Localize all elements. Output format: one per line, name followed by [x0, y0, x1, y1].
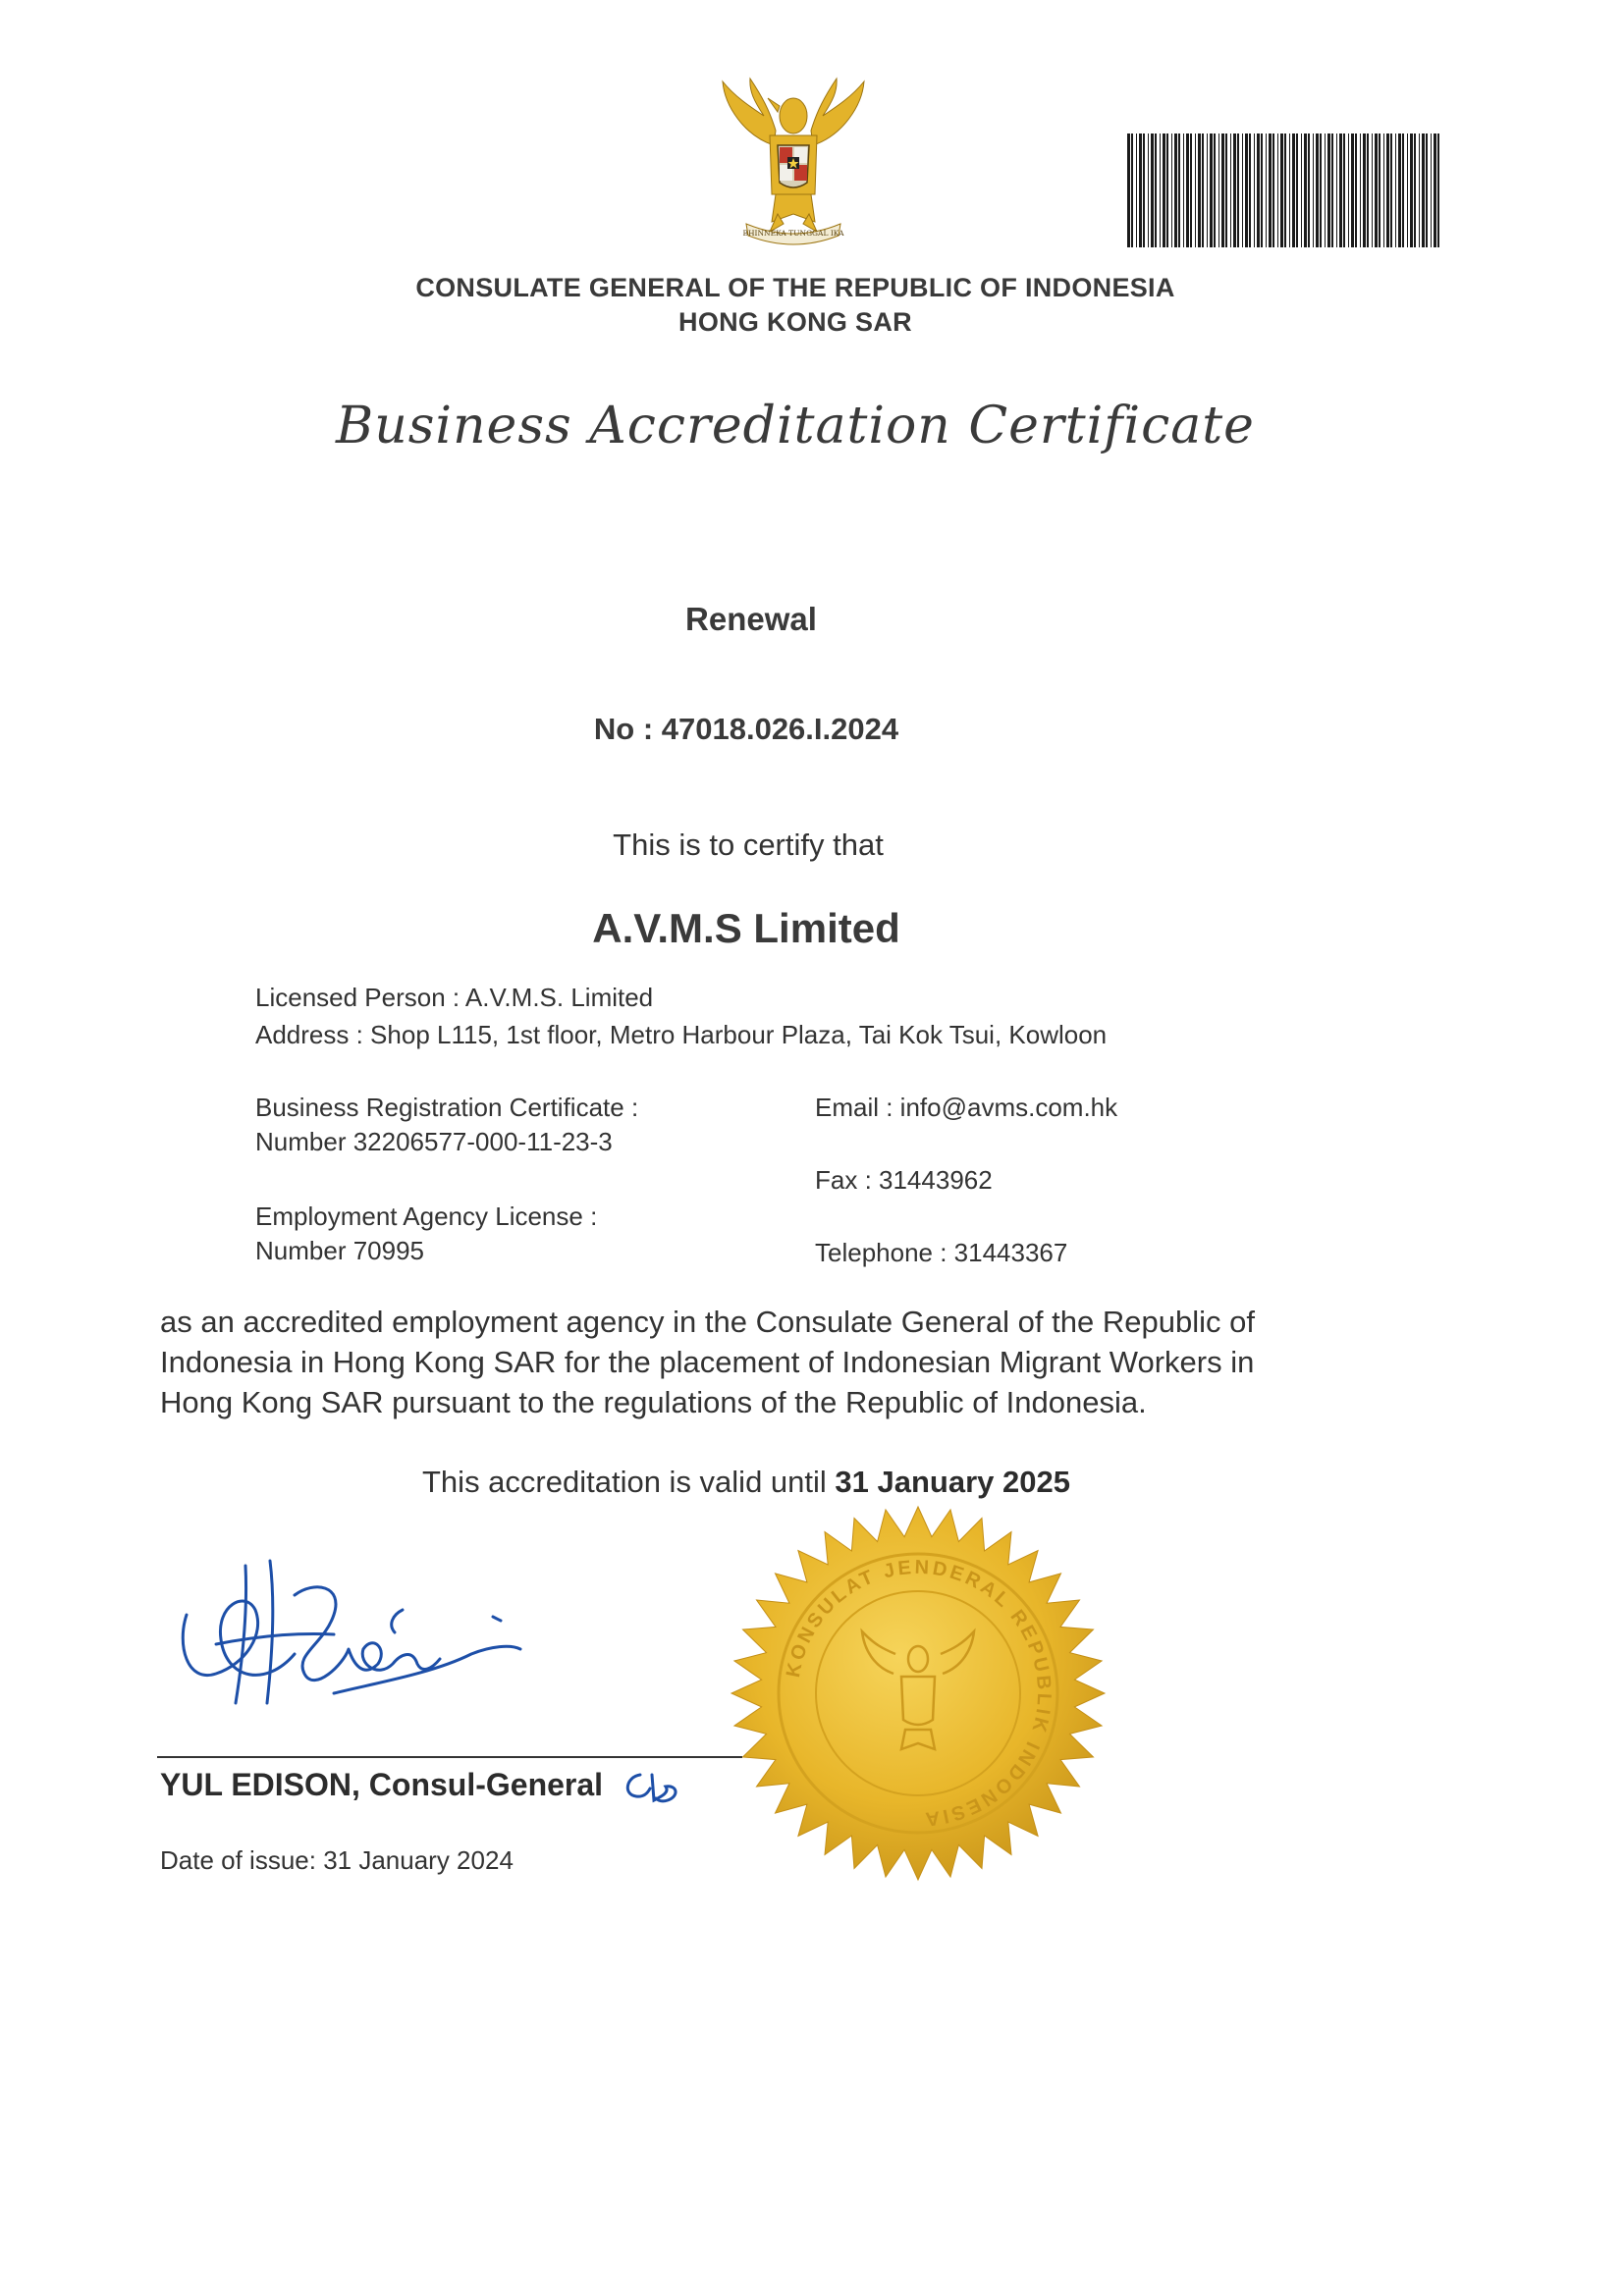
brc-label: Business Registration Certificate : — [255, 1093, 639, 1122]
barcode-bar — [1375, 133, 1378, 247]
barcode-bar — [1221, 133, 1224, 247]
barcode-bar — [1398, 133, 1401, 247]
barcode-bar — [1367, 133, 1369, 247]
barcode-bar — [1419, 133, 1420, 247]
barcode-bar — [1186, 133, 1189, 247]
barcode-bar — [1143, 133, 1145, 247]
company-name: A.V.M.S Limited — [592, 905, 900, 951]
barcode-bar — [1160, 133, 1161, 247]
certificate-title: Business Accreditation Certificate — [336, 397, 1255, 455]
barcode-bar — [1249, 133, 1251, 247]
barcode-bar — [1437, 133, 1439, 247]
barcode-bar — [1195, 133, 1196, 247]
barcode-bar — [1339, 133, 1342, 247]
emblem-motto: BHINNEKA TUNGGAL IKA — [742, 229, 844, 238]
barcode-bar — [1148, 133, 1149, 247]
fax: Fax : 31443962 — [815, 1165, 993, 1195]
barcode-bar — [1343, 133, 1345, 247]
barcode-bar — [1127, 133, 1130, 247]
eal-number: Number 70995 — [255, 1236, 424, 1265]
barcode-bar — [1257, 133, 1260, 247]
consulate-name: CONSULATE GENERAL OF THE REPUBLIC OF INDONESIA — [415, 273, 1175, 302]
barcode-bar — [1269, 133, 1272, 247]
barcode-bar — [1174, 133, 1177, 247]
statement-line-3: Hong Kong SAR pursuant to the regulations of the Republic of Indonesia. — [160, 1385, 1147, 1419]
barcode-bar — [1210, 133, 1213, 247]
barcode-bar — [1163, 133, 1165, 247]
barcode-bar — [1151, 133, 1154, 247]
accreditation-statement — [160, 1302, 1358, 1422]
barcode-bar — [1202, 133, 1204, 247]
statement-line-1: as an accredited employment agency in the Consulate General of the Republic of — [160, 1305, 1255, 1339]
validity-statement — [0, 1465, 1492, 1500]
consulate-location: HONG KONG SAR — [678, 307, 912, 337]
barcode-bar — [1390, 133, 1392, 247]
email: Email : info@avms.com.hk — [815, 1093, 1118, 1122]
barcode-bar — [1336, 133, 1337, 247]
barcode-bar — [1422, 133, 1425, 247]
validity-prefix: This accreditation is valid until — [422, 1465, 836, 1499]
barcode-bar — [1233, 133, 1236, 247]
barcode-bar — [1313, 133, 1314, 247]
barcode-bar — [1434, 133, 1436, 247]
barcode-bar — [1171, 133, 1172, 247]
barcode-bar — [1218, 133, 1219, 247]
barcode-bar — [1304, 133, 1307, 247]
barcode-bar — [1277, 133, 1278, 247]
issue-date: Date of issue: 31 January 2024 — [160, 1845, 514, 1875]
barcode-bar — [1190, 133, 1192, 247]
barcode-bar — [1230, 133, 1231, 247]
barcode-bar — [1351, 133, 1354, 247]
signatory-name: YUL EDISON, Consul-General — [160, 1767, 604, 1802]
signature-line — [157, 1756, 742, 1758]
barcode-bar — [1431, 133, 1432, 247]
barcode-bar — [1327, 133, 1330, 247]
barcode-bar — [1292, 133, 1295, 247]
barcode-bar — [1242, 133, 1243, 247]
barcode-bar — [1296, 133, 1298, 247]
barcode-bar — [1245, 133, 1248, 247]
barcode-bar — [1166, 133, 1168, 247]
licensed-person: Licensed Person : A.V.M.S. Limited — [255, 983, 654, 1012]
handwritten-initials — [619, 1767, 689, 1808]
barcode-bar — [1301, 133, 1302, 247]
barcode-bar — [1198, 133, 1201, 247]
brc-number: Number 32206577-000-11-23-3 — [255, 1127, 613, 1156]
barcode-bar — [1426, 133, 1428, 247]
gold-seal — [727, 1502, 1110, 1885]
barcode-bar — [1360, 133, 1361, 247]
barcode-bar — [1325, 133, 1326, 247]
garuda-emblem — [705, 77, 882, 248]
barcode-bar — [1316, 133, 1319, 247]
barcode-bar — [1214, 133, 1216, 247]
barcode-bar — [1136, 133, 1137, 247]
barcode-bar — [1355, 133, 1357, 247]
barcode-bar — [1308, 133, 1310, 247]
barcode-bar — [1139, 133, 1142, 247]
barcode-bar — [1155, 133, 1157, 247]
barcode-bar — [1363, 133, 1366, 247]
barcode-bar — [1407, 133, 1408, 247]
barcode-bar — [1414, 133, 1416, 247]
address: Address : Shop L115, 1st floor, Metro Harbour Plaza, Tai Kok Tsui, Kowloon — [255, 1020, 1108, 1049]
barcode-bar — [1383, 133, 1384, 247]
barcode-bar — [1410, 133, 1413, 247]
barcode-bar — [1379, 133, 1380, 247]
certify-statement: This is to certify that — [613, 828, 884, 862]
statement-line-2: Indonesia in Hong Kong SAR for the placement of Indonesian Migrant Workers in — [160, 1345, 1255, 1379]
handwritten-signature — [177, 1556, 540, 1723]
barcode-bar — [1320, 133, 1322, 247]
renewal-label: Renewal — [685, 601, 817, 637]
barcode-bar — [1272, 133, 1274, 247]
barcode-bar — [1348, 133, 1349, 247]
barcode-bar — [1395, 133, 1396, 247]
validity-date: 31 January 2025 — [835, 1465, 1070, 1499]
barcode-bar — [1280, 133, 1283, 247]
barcode-bar — [1237, 133, 1239, 247]
barcode-bar — [1131, 133, 1133, 247]
barcode-bar — [1178, 133, 1180, 247]
barcode-bar — [1284, 133, 1286, 247]
telephone: Telephone : 31443367 — [815, 1238, 1068, 1267]
barcode-bar — [1266, 133, 1267, 247]
barcode-bar — [1207, 133, 1208, 247]
barcode-bar — [1331, 133, 1333, 247]
certificate-number: No : 47018.026.I.2024 — [593, 712, 899, 746]
barcode-bar — [1402, 133, 1404, 247]
seal-text: KONSULAT JENDERAL REPUBLIK INDONESIA — [782, 1556, 1056, 1831]
eal-label: Employment Agency License : — [255, 1201, 598, 1231]
barcode-bar — [1261, 133, 1263, 247]
barcode-bar — [1289, 133, 1290, 247]
barcode-bar — [1254, 133, 1255, 247]
barcode-bar — [1386, 133, 1389, 247]
barcode-bar — [1225, 133, 1227, 247]
barcode — [1125, 133, 1443, 247]
barcode-bar — [1372, 133, 1373, 247]
barcode-bar — [1183, 133, 1184, 247]
